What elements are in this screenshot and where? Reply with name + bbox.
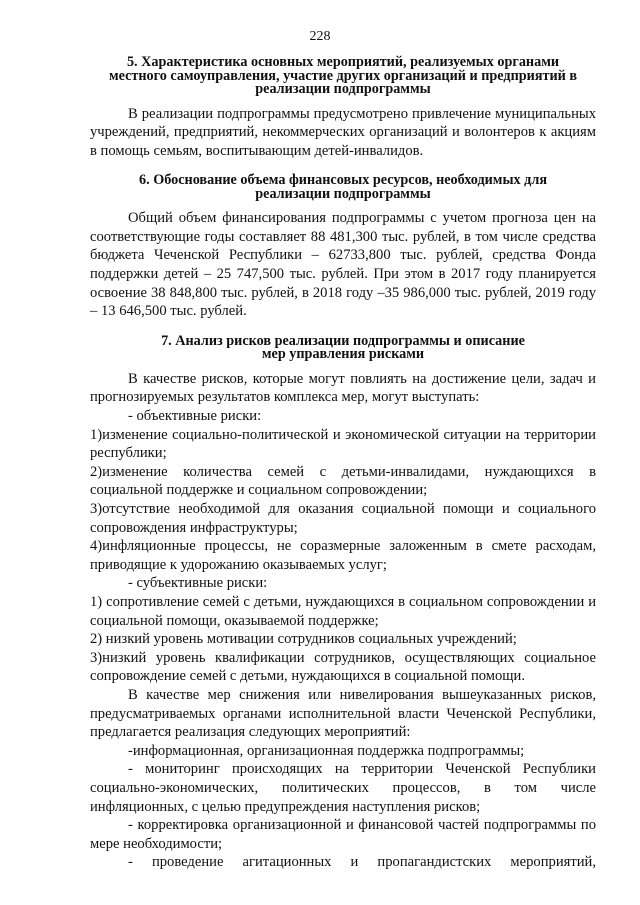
section-7-paragraph: - проведение агитационных и пропагандистских мероприятий, <box>128 854 596 871</box>
section-7-paragraph: 2)изменение количества семей с детьми-инвалидами, нуждающихся в социальной поддержке и социальном сопровождении; <box>90 463 596 499</box>
section-5-heading <box>90 56 596 97</box>
section-7-paragraph: - субъективные риски: <box>128 575 268 592</box>
section-7-paragraph: 1) сопротивление семей с детьми, нуждающихся в социальном сопровождении и социальной помощи, оказываемой поддержке; <box>90 593 596 629</box>
heading-line: местного самоуправления, участие других организаций и предприятий в <box>108 67 578 84</box>
heading-line: 6. Обоснование объема финансовых ресурсов, необходимых для <box>139 172 547 189</box>
section-7-paragraph: - мониторинг происходящих на территории Чеченской Республики социально-экономических, политических процессов, в том числе инфляционных, с целью предупреждения наступления рисков; <box>90 761 596 815</box>
section-7-paragraph: 1)изменение социально-политической и экономической ситуации на территории республики; <box>90 426 596 462</box>
section-6-paragraph: Общий объем финансирования подпрограммы с учетом прогноза цен на соответствующие годы составляет 88 481,300 тыс. рублей, в том числе средства бюджета Чеченской Республики – 62733,800 тыс. рублей, средства Фонда поддержки детей – 25 747,500 тыс. рублей. При этом в 2017 году планируется освоение 38 848,800 тыс. рублей, в 2018 году –35 986,000 тыс. рублей, 2019 году – 13 646,500 тыс. рублей. <box>90 210 596 320</box>
section-7 <box>90 332 596 872</box>
section-7-paragraph: - объективные риски: <box>128 408 262 425</box>
section-7-paragraph: В качестве мер снижения или нивелирования вышеуказанных рисков, предусматриваемых органами исполнительной власти Чеченской Республики, предлагается реализация следующих мероприятий: <box>90 686 596 741</box>
section-7-paragraph: 2) низкий уровень мотивации сотрудников социальных учреждений; <box>90 631 517 648</box>
heading-line: реализации подпрограммы <box>255 81 431 97</box>
page-content <box>90 56 596 872</box>
heading-line: реализации подпрограммы <box>255 185 431 202</box>
section-7-paragraph: 3)низкий уровень квалификации сотрудников, осуществляющих социальное сопровождение семей с детьми, нуждающихся в социальной помощи. <box>90 649 596 685</box>
section-7-paragraph: 4)инфляционные процессы, не соразмерные заложенным в смете расходам, приводящие к удорожанию оказываемых услуг; <box>90 538 596 573</box>
section-7-paragraph: -информационная, организационная поддержка подпрограммы; <box>128 742 525 759</box>
section-7-heading <box>90 332 596 363</box>
section-5-paragraph: В реализации подпрограммы предусмотрено привлечение муниципальных учреждений, предприятий, некоммерческих организаций и волонтеров к акциям в помощь семьям, воспитывающим детей-инвалидов. <box>90 105 596 159</box>
section-6 <box>90 174 596 321</box>
page-number: 228 <box>309 29 331 44</box>
heading-line: 7. Анализ рисков реализации подпрограммы и описание <box>161 332 525 349</box>
section-7-paragraph: - корректировка организационной и финансовой частей подпрограммы по мере необходимости; <box>90 817 596 852</box>
section-7-paragraph: В качестве рисков, которые могут повлиять на достижение цели, задач и прогнозируемых результатов комплекса мер, могут выступать: <box>90 370 596 406</box>
section-6-heading <box>90 174 596 201</box>
section-7-paragraph: 3)отсутствие необходимой для оказания социальной помощи и социального сопровождения инфраструктуры; <box>90 501 596 536</box>
heading-line: мер управления рисками <box>261 346 425 363</box>
section-7-body <box>90 370 596 872</box>
heading-line: 5. Характеристика основных мероприятий, реализуемых органами <box>126 54 560 70</box>
section-5 <box>90 56 596 160</box>
